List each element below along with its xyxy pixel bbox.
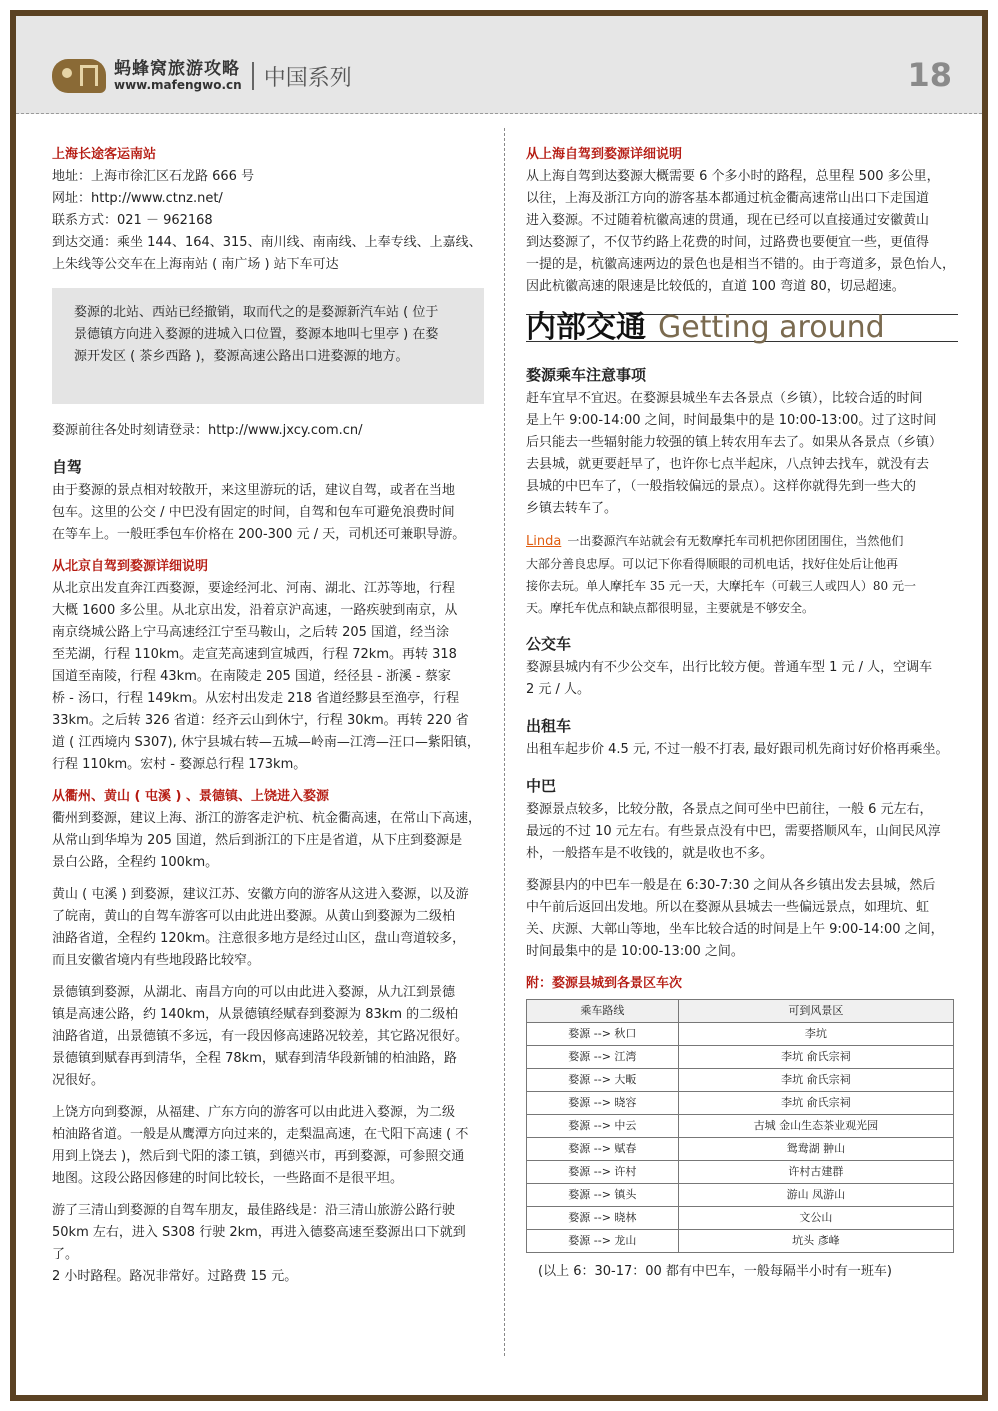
text-line: 关、庆源、大鄣山等地，坐车比较合适的时间是上午 9:00-14:00 之间，: [526, 922, 944, 937]
page-number: 18: [907, 56, 952, 94]
text-line: 大概 1600 多公里。从北京出发，沿着京沪高速，一路疾驶到南京，从: [52, 603, 458, 618]
tip-text: 一出婺源汽车站就会有无数摩托车司机把你团团围住，当然他们: [567, 534, 904, 548]
notice-paragraph: [526, 388, 958, 520]
self-drive-paragraph: [52, 480, 484, 546]
user-tip: [526, 530, 958, 619]
text-line: 用到上饶去 )，然后到弋阳的漆工镇，到德兴市，再到婺源，可参照交通: [52, 1149, 465, 1164]
text-line: 黄山 ( 屯溪 ) 到婺源，建议江苏、安徽方向的游客从这进入婺源，以及游: [52, 887, 469, 902]
tip-author-link[interactable]: Linda: [526, 534, 562, 549]
text-line: 国道至南陵，行程 43km。在南陵走 205 国道，经径县 - 浙溪 - 蔡家: [52, 669, 451, 684]
logo-url: www.mafengwo.cn: [114, 77, 242, 92]
station-info: [52, 166, 484, 276]
text-line: 游了三清山到婺源的自驾车朋友，最佳路线是：沿三清山旅游公路行驶: [52, 1203, 456, 1218]
text-line: 是上午 9:00-14:00 之间，时间最集中的是 10:00-13:00。过了这时间: [526, 413, 937, 428]
jingdezhen-paragraph: [52, 982, 484, 1092]
text-line: 从常山到华埠为 205 国道，然后到浙江的下庄是省道，从下庄到婺源是: [52, 833, 463, 848]
station-address: 地址：上海市徐汇区石龙路 666 号: [52, 169, 255, 184]
text-line: 33km。之后转 326 省道：经齐云山到休宁，行程 30km。再转 220 省: [52, 713, 469, 728]
text-line: 包车。这里的公交 / 中巴没有固定的时间，自驾和包车可避免浪费时间: [52, 505, 455, 520]
destination-cell: 坑头 彥峰: [678, 1230, 953, 1253]
minibus-paragraph-1: [526, 799, 958, 865]
text-line: 县城的中巴车了，（一般指较偏远的景点）。这样你就得先到一些大的: [526, 479, 917, 494]
text-line: 后只能去一些辐射能力较强的镇上转农用车去了。如果从各景点（乡镇）: [526, 435, 943, 450]
tip-line: 接你去玩。单人摩托车 35 元一天，大摩托车（可载三人或四人）80 元一: [526, 579, 916, 593]
text-line: 2 小时路程。路况非常好。过路费 15 元。: [52, 1269, 298, 1284]
text-line: 桥 - 汤口，行程 149km。从宏村出发走 218 省道经黟县至渔亭，行程: [52, 691, 460, 706]
route-cell: 婺源 --> 赋春: [527, 1138, 679, 1161]
mafengwo-logo-icon: [52, 59, 106, 93]
station-website: 网址：http://www.ctnz.net/: [52, 191, 223, 206]
bus-paragraph: [526, 657, 958, 701]
bus-heading: 公交车: [526, 635, 572, 653]
station-title: 上海长途客运南站: [52, 147, 157, 162]
table-row: [527, 1161, 954, 1184]
text-line: 赶车宜早不宜迟。在婺源县城坐车去各景点（乡镇），比较合适的时间: [526, 391, 923, 406]
text-line: 从上海自驾到达婺源大概需要 6 个多小时的路程，总里程 500 多公里，: [526, 169, 940, 184]
text-line: 柏油路省道。一般是从鹰潭方向过来的，走梨温高速，在弋阳下高速 ( 不: [52, 1127, 469, 1142]
text-line: 南京绕城公路上宁马高速经江宁至马鞍山，之后转 205 国道，经当涂: [52, 625, 450, 640]
logo-name: 蚂蜂窝旅游攻略: [114, 58, 240, 79]
table-row: [527, 1207, 954, 1230]
table-row: [527, 1092, 954, 1115]
text-line: 油路省道，全程约 120km。注意很多地方是经过山区，盘山弯道较多，: [52, 931, 466, 946]
sanqingshan-paragraph: [52, 1200, 484, 1288]
tip-line: 天。摩托车优点和缺点都很明显，主要就是不够安全。: [526, 601, 815, 615]
text-line: 镇是高速公路，约 140km，从景德镇经赋春到婺源为 83km 的二级柏: [52, 1007, 459, 1022]
route-cell: 婺源 --> 江湾: [527, 1046, 679, 1069]
brand-logo: [52, 59, 352, 93]
page-frame: [10, 10, 988, 1401]
destination-cell: 许村古建群: [678, 1161, 953, 1184]
route-cell: 婺源 --> 秋口: [527, 1023, 679, 1046]
table-header-cell: 乘车路线: [527, 1000, 679, 1023]
section-title-cn: 内部交通: [526, 310, 646, 345]
text-line: 进入婺源。不过随着杭徽高速的贯通，现在已经可以直接通过安徽黄山: [526, 213, 930, 228]
section-title-en: Getting around: [658, 310, 885, 345]
text-line: 50km 左右，进入 S308 行驶 2km，再进入德婺高速至婺源出口下就到了。: [52, 1225, 466, 1262]
taxi-heading: 出租车: [526, 717, 572, 735]
text-line: 中午前后返回出发地。所以在婺源从县城去一些偏远景点，如理坑、虹: [526, 900, 930, 915]
text-line: 婺源县内的中巴车一般是在 6:30-7:30 之间从各乡镇出发去县城，然后: [526, 878, 936, 893]
route-cell: 婺源 --> 许村: [527, 1161, 679, 1184]
shangrao-paragraph: [52, 1102, 484, 1190]
route-cell: 婺源 --> 晓林: [527, 1207, 679, 1230]
text-line: 2 元 / 人。: [526, 682, 591, 697]
text-line: 况很好。: [52, 1073, 105, 1088]
destination-cell: 李坑: [678, 1023, 953, 1046]
table-row: [527, 1230, 954, 1253]
station-phone: 联系方式：021 － 962168: [52, 213, 213, 228]
text-line: 乡镇去转车了。: [526, 501, 618, 516]
table-header-row: [527, 1000, 954, 1023]
destination-cell: 古城 金山生态茶业观光园: [678, 1115, 953, 1138]
page-header: [16, 16, 982, 114]
destination-cell: 李坑 俞氏宗祠: [678, 1046, 953, 1069]
route-cell: 婺源 --> 晓容: [527, 1092, 679, 1115]
text-line: 去县城，就更要赶早了，也许你七点半起床，八点钟去找车，就没有去: [526, 457, 930, 472]
table-row: [527, 1046, 954, 1069]
huangshan-paragraph: [52, 884, 484, 972]
route-cell: 婺源 --> 镇头: [527, 1184, 679, 1207]
text-line: 行程 110km。宏村 - 婺源总行程 173km。: [52, 757, 307, 772]
text-line: 因此杭徽高速的限速是比较低的，直道 100 弯道 80，切忌超速。: [526, 279, 905, 294]
routes-table-body: [527, 1023, 954, 1253]
shanghai-heading: 从上海自驾到婺源详细说明: [526, 147, 683, 162]
text-line: 至芜湖，行程 110km。走宣芜高速到宣城西，行程 72km。再转 318: [52, 647, 457, 662]
header-separator: [252, 62, 254, 90]
route-cell: 婺源 --> 龙山: [527, 1230, 679, 1253]
station-transport: 到达交通：乘坐 144、164、315、南川线、南南线、上奉专线、上嘉线、: [52, 235, 482, 250]
text-line: 而且安徽省境内有些地段路比较窄。: [52, 953, 261, 968]
text-line: 了皖南，黄山的自驾车游客可以由此进出婺源。从黄山到婺源为二级柏: [52, 909, 456, 924]
station-transport-cont: 上朱线等公交车在上海南站 ( 南广场 ) 站下车可达: [52, 257, 339, 272]
text-line: 道 ( 江西境内 S307), 休宁县城右转—五城—岭南—江湾—汪口—紫阳镇，: [52, 735, 480, 750]
table-header-cell: 可到风景区: [678, 1000, 953, 1023]
text-line: 油路省道，出景德镇不多远，有一段因修高速路况较差，其它路况很好。: [52, 1029, 469, 1044]
right-column: [526, 144, 958, 1283]
text-line: 由于婺源的景点相对较散开，来这里游玩的话，建议自驾，或者在当地: [52, 483, 456, 498]
column-divider: [504, 128, 505, 1356]
station-note-box: [52, 288, 484, 404]
note-line: 婺源的北站、西站已经撤销，取而代之的是婺源新汽车站 ( 位于: [74, 305, 439, 320]
destination-cell: 鸳鸯湖 翀山: [678, 1138, 953, 1161]
self-drive-heading: 自驾: [52, 458, 83, 476]
tip-line: 大部分善良忠厚。可以记下你看得顺眼的司机电话，找好住处后让他再: [526, 557, 899, 571]
text-line: 衢州到婺源，建议上海、浙江的游客走沪杭、杭金衢高速，在常山下高速，: [52, 811, 482, 826]
text-line: 最远的不过 10 元左右。有些景点没有中巴，需要搭顺风车，山间民风淳: [526, 824, 941, 839]
destination-cell: 文公山: [678, 1207, 953, 1230]
beijing-heading: 从北京自驾到婺源详细说明: [52, 559, 209, 574]
destination-cell: 李坑 俞氏宗祠: [678, 1092, 953, 1115]
destination-cell: 李坑 俞氏宗祠: [678, 1069, 953, 1092]
text-line: 景德镇到赋春再到清华，全程 78km，赋春到清华段新铺的柏油路，路: [52, 1051, 457, 1066]
left-column: [52, 144, 484, 1298]
notice-heading: 婺源乘车注意事项: [526, 366, 647, 384]
note-line: 源开发区 ( 茶乡西路 )，婺源高速公路出口进婺源的地方。: [74, 349, 409, 364]
text-line: 婺源景点较多，比较分散，各景点之间可坐中巴前往，一般 6 元左右，: [526, 802, 933, 817]
text-line: 景德镇到婺源，从湖北、南昌方向的可以由此进入婺源，从九江到景德: [52, 985, 456, 1000]
table-row: [527, 1069, 954, 1092]
shanghai-paragraph: [526, 166, 958, 298]
text-line: 出租车起步价 4.5 元, 不过一般不打表, 最好跟司机先商讨好价格再乘坐。: [526, 742, 949, 757]
text-line: 景白公路，全程约 100km。: [52, 855, 219, 870]
note-line: 景德镇方向进入婺源的进城入口位置，婺源本地叫七里亭 ) 在婺: [74, 327, 439, 342]
table-row: [527, 1184, 954, 1207]
route-cell: 婺源 --> 中云: [527, 1115, 679, 1138]
beijing-paragraph: [52, 578, 484, 776]
route-cell: 婺源 --> 大畈: [527, 1069, 679, 1092]
schedule-link: 婺源前往各处时刻请登录：http://www.jxcy.com.cn/: [52, 423, 363, 438]
text-line: 地图。这段公路因修建的时间比较长，一些路面不是很平坦。: [52, 1171, 404, 1186]
table-note: (以上 6：30-17：00 都有中巴车，一般每隔半小时有一班车): [538, 1264, 892, 1279]
text-line: 一提的是，杭徽高速两边的景色也是相当不错的。由于弯道多，景色怡人，: [526, 257, 956, 272]
text-line: 朴，一般搭车是不收钱的，就是收也不多。: [526, 846, 774, 861]
routes-table-title: 附：婺源县城到各景区车次: [526, 976, 683, 991]
text-line: 婺源县城内有不少公交车，出行比较方便。普通车型 1 元 / 人，空调车: [526, 660, 933, 675]
quzhou-paragraph: [52, 808, 484, 874]
table-row: [527, 1115, 954, 1138]
destination-cell: 游山 凤游山: [678, 1184, 953, 1207]
minibus-paragraph-2: [526, 875, 958, 963]
table-row: [527, 1023, 954, 1046]
series-title: 中国系列: [263, 65, 352, 91]
section-title: [526, 310, 958, 345]
table-row: [527, 1138, 954, 1161]
entries-heading: 从衢州、黄山 ( 屯溪 ) 、景德镇、上饶进入婺源: [52, 789, 329, 804]
text-line: 上饶方向到婺源，从福建、广东方向的游客可以由此进入婺源，为二级: [52, 1105, 456, 1120]
taxi-paragraph: [526, 739, 958, 761]
tip-line: [526, 530, 958, 553]
text-line: 在等车上。一般旺季包车价格在 200-300 元 / 天，司机还可兼职导游。: [52, 527, 466, 542]
text-line: 到达婺源了，不仅节约路上花费的时间，过路费也要便宜一些，更值得: [526, 235, 930, 250]
text-line: 从北京出发直奔江西婺源，要途经河北、河南、湖北、江苏等地，行程: [52, 581, 456, 596]
text-line: 时间最集中的是 10:00-13:00 之间。: [526, 944, 744, 959]
minibus-heading: 中巴: [526, 777, 557, 795]
routes-table: [526, 999, 954, 1253]
text-line: 以往，上海及浙江方向的游客基本都通过杭金衢高速常山出口下走国道: [526, 191, 930, 206]
